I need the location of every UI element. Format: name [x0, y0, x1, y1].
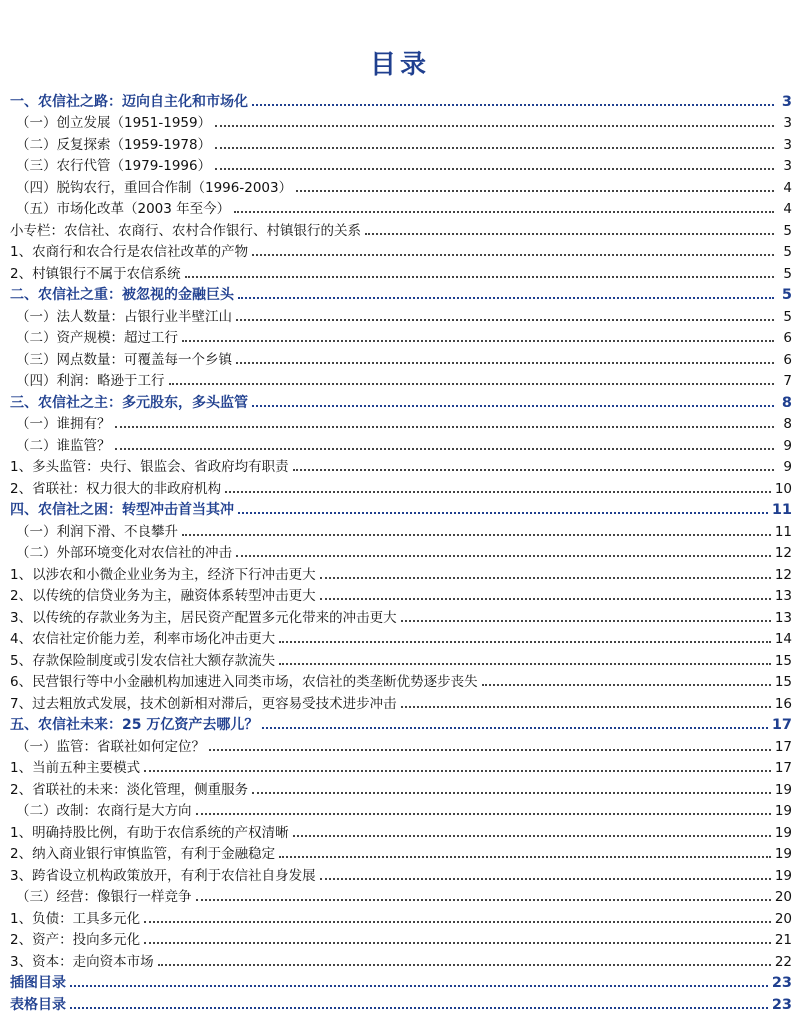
toc-page-number: 20: [774, 889, 792, 905]
dot-leader: [401, 620, 771, 622]
toc-page-number: 12: [774, 545, 792, 561]
dot-leader: [215, 125, 774, 127]
toc-page-number: 19: [774, 846, 792, 862]
toc-heading[interactable]: [10, 971, 792, 993]
toc-entry-text: 表格目录: [10, 996, 66, 1013]
toc-page-number: 4: [783, 179, 792, 196]
dot-leader: [279, 856, 771, 858]
toc-entry-text: 四、农信社之困：转型冲击首当其冲: [10, 502, 234, 518]
toc-entry[interactable]: [10, 799, 792, 821]
toc-page-number: 9: [783, 437, 792, 454]
toc-entry[interactable]: [10, 928, 792, 950]
toc-page-number: 10: [774, 480, 792, 497]
toc-entry-text: 3、以传统的存款业务为主，居民资产配置多元化带来的冲击更大: [10, 609, 397, 626]
toc-page-number: 23: [771, 996, 792, 1013]
dot-leader: [320, 878, 771, 880]
toc-entry[interactable]: [10, 605, 792, 627]
dot-leader: [182, 534, 771, 536]
toc-entry-text: 3、跨省设立机构政策放开，有利于农信社自身发展: [10, 867, 316, 884]
toc-page-number: 3: [783, 115, 792, 131]
dot-leader: [236, 319, 774, 321]
dot-leader: [252, 405, 774, 407]
toc-page-number: 3: [781, 93, 792, 110]
toc-page-number: 3: [783, 158, 792, 174]
toc-entry-text: 1、负债：工具多元化: [10, 910, 141, 927]
toc-page-number: 5: [783, 308, 792, 325]
toc-entry-text: 1、以涉农和小微企业业务为主，经济下行冲击更大: [10, 566, 316, 583]
toc-heading[interactable]: [10, 89, 792, 111]
toc-entry-text: 2、省联社的未来：淡化管理，侧重服务: [10, 781, 249, 798]
toc-entry-text: 2、以传统的信贷业务为主，融资体系转型冲击更大: [10, 588, 316, 604]
toc-entry-text: 1、明确持股比例，有助于农信系统的产权清晰: [10, 824, 289, 841]
toc-entry-text: 1、多头监管：央行、银监会、省政府均有职责: [10, 459, 289, 475]
dot-leader: [238, 512, 768, 514]
toc-entry[interactable]: [10, 240, 792, 262]
dot-leader: [115, 448, 775, 450]
toc-heading[interactable]: [10, 498, 792, 520]
dot-leader: [236, 555, 771, 557]
toc-page-number: 5: [781, 287, 792, 303]
toc-entry-text: 2、村镇银行不属于农信系统: [10, 265, 181, 282]
toc-entry-text: （二）反复探索（1959-1978）: [16, 136, 212, 153]
toc-entry[interactable]: [10, 197, 792, 219]
toc-entry[interactable]: [10, 261, 792, 283]
toc-entry-text: 一、农信社之路：迈向自主化和市场化: [10, 93, 248, 110]
toc-page-number: 8: [781, 394, 792, 411]
toc-page-number: 5: [783, 222, 792, 239]
toc-entry-text: 4、农信社定价能力差，利率市场化冲击更大: [10, 631, 276, 647]
toc-entry-text: （一）法人数量：占银行业半壁江山: [16, 308, 232, 325]
toc-entry-text: （一）监管：省联社如何定位？: [16, 738, 205, 755]
dot-leader: [182, 340, 774, 342]
toc-entry-text: （二）谁监管？: [16, 437, 111, 454]
toc-entry-text: 2、纳入商业银行审慎监管，有利于金融稳定: [10, 846, 276, 862]
toc-entry-text: 5、存款保险制度或引发农信社大额存款流失: [10, 652, 276, 669]
toc-page-number: 19: [774, 824, 792, 841]
toc-entry[interactable]: [10, 154, 792, 176]
toc-entry[interactable]: [10, 132, 792, 154]
toc-entry[interactable]: [10, 670, 792, 692]
toc-entry-text: 3、资本：走向资本市场: [10, 953, 154, 970]
toc-page-number: 19: [774, 867, 792, 884]
toc-page-number: 3: [783, 136, 792, 153]
dot-leader: [320, 598, 771, 600]
dot-leader: [238, 297, 774, 299]
toc-page-number: 7: [783, 373, 792, 389]
toc-page-number: 15: [774, 674, 792, 690]
dot-leader: [209, 749, 771, 751]
dot-leader: [144, 770, 771, 772]
toc-entry-text: （二）资产规模：超过工行: [16, 330, 178, 346]
toc-page-number: 15: [774, 652, 792, 669]
dot-leader: [279, 663, 771, 665]
toc-entry-text: 三、农信社之主：多元股东，多头监管: [10, 394, 248, 411]
toc-entry[interactable]: [10, 777, 792, 799]
toc-page-number: 9: [783, 459, 792, 475]
toc-page-number: 11: [774, 523, 792, 540]
dot-leader: [115, 426, 775, 428]
toc-entry-text: 6、民营银行等中小金融机构加速进入同类市场，农信社的类垄断优势逐步丧失: [10, 674, 478, 690]
toc-page-number: 21: [774, 932, 792, 948]
dot-leader: [401, 706, 771, 708]
toc-entry[interactable]: [10, 863, 792, 885]
page-title: 目录: [369, 50, 430, 80]
toc-page-number: 17: [774, 738, 792, 755]
toc-entry[interactable]: [10, 412, 792, 434]
dot-leader: [293, 835, 771, 837]
toc-page-number: 17: [771, 717, 792, 733]
toc-page-number: 8: [783, 416, 792, 432]
toc-entry-text: 二、农信社之重：被忽视的金融巨头: [10, 287, 234, 303]
toc-entry[interactable]: [10, 347, 792, 369]
toc-entry[interactable]: [10, 541, 792, 563]
dot-leader: [234, 211, 774, 213]
toc-page-number: 11: [771, 502, 792, 518]
toc-heading[interactable]: [10, 992, 792, 1014]
toc-page-number: 17: [774, 760, 792, 776]
toc-entry[interactable]: [10, 519, 792, 541]
toc-page-number: 6: [783, 351, 792, 368]
toc-entry[interactable]: [10, 218, 792, 240]
toc-entry[interactable]: [10, 562, 792, 584]
toc-heading[interactable]: [10, 283, 792, 305]
toc-page-number: 13: [774, 588, 792, 604]
dot-leader: [158, 964, 771, 966]
toc-page-number: 23: [771, 975, 792, 991]
dot-leader: [262, 727, 767, 729]
toc-entry[interactable]: [10, 111, 792, 133]
dot-leader: [225, 491, 771, 493]
dot-leader: [296, 190, 774, 192]
dot-leader: [70, 985, 768, 987]
dot-leader: [279, 641, 771, 643]
toc-heading[interactable]: [10, 713, 792, 735]
toc-entry-text: （二）外部环境变化对农信社的冲击: [16, 545, 232, 561]
toc-entry[interactable]: [10, 476, 792, 498]
dot-leader: [70, 1007, 768, 1009]
toc-entry[interactable]: [10, 369, 792, 391]
dot-leader: [196, 813, 771, 815]
dot-leader: [196, 899, 771, 901]
toc-entry[interactable]: [10, 326, 792, 348]
dot-leader: [482, 684, 771, 686]
toc-page-number: 4: [783, 201, 792, 217]
dot-leader: [215, 168, 774, 170]
toc-page-number: 12: [774, 566, 792, 583]
toc-entry-text: （一）谁拥有？: [16, 416, 111, 432]
toc-entry-text: 插图目录: [10, 975, 66, 991]
toc-entry-text: （一）创立发展（1951-1959）: [16, 115, 212, 131]
dot-leader: [144, 921, 771, 923]
toc-page-number: 19: [774, 803, 792, 819]
toc-entry-text: 7、过去粗放式发展，技术创新相对滞后，更容易受技术进步冲击: [10, 695, 397, 712]
toc-entry-text: （五）市场化改革（2003 年至今）: [16, 201, 231, 217]
toc-entry[interactable]: [10, 885, 792, 907]
toc-page-number: 5: [783, 265, 792, 282]
toc-entry[interactable]: [10, 734, 792, 756]
dot-leader: [169, 383, 775, 385]
toc-list: [10, 89, 792, 1014]
toc-heading[interactable]: [10, 390, 792, 412]
toc-entry[interactable]: [10, 949, 792, 971]
toc-entry[interactable]: [10, 648, 792, 670]
toc-entry-text: （二）改制：农商行是大方向: [16, 803, 192, 819]
toc-entry-text: 2、省联社：权力很大的非政府机构: [10, 480, 222, 497]
toc-entry[interactable]: [10, 842, 792, 864]
toc-entry[interactable]: [10, 304, 792, 326]
toc-page-number: 19: [774, 781, 792, 798]
toc-entry-text: （三）农行代管（1979-1996）: [16, 158, 212, 174]
toc-entry[interactable]: [10, 906, 792, 928]
dot-leader: [215, 147, 774, 149]
toc-entry[interactable]: [10, 584, 792, 606]
toc-entry[interactable]: [10, 433, 792, 455]
toc-entry-text: （四）利润：略逊于工行: [16, 373, 165, 389]
toc-page-number: 22: [774, 953, 792, 970]
toc-entry[interactable]: [10, 455, 792, 477]
toc-entry[interactable]: [10, 175, 792, 197]
toc-entry-text: （四）脱钩农行，重回合作制（1996-2003）: [16, 179, 293, 196]
toc-entry-text: 五、农信社未来：25 万亿资产去哪儿？: [10, 717, 259, 733]
toc-entry-text: （三）网点数量：可覆盖每一个乡镇: [16, 351, 232, 368]
dot-leader: [252, 792, 771, 794]
toc-entry-text: （一）利润下滑、不良攀升: [16, 523, 178, 540]
toc-entry[interactable]: [10, 691, 792, 713]
toc-page-number: 13: [774, 609, 792, 626]
toc-entry[interactable]: [10, 627, 792, 649]
toc-entry-text: 1、农商行和农合行是农信社改革的产物: [10, 244, 249, 260]
toc-entry[interactable]: [10, 756, 792, 778]
dot-leader: [293, 469, 774, 471]
dot-leader: [252, 254, 774, 256]
dot-leader: [144, 942, 771, 944]
toc-page-number: 6: [783, 330, 792, 346]
toc-page-number: 16: [774, 695, 792, 712]
toc-entry[interactable]: [10, 820, 792, 842]
toc-entry-text: （三）经营：像银行一样竞争: [16, 889, 192, 905]
dot-leader: [252, 104, 774, 106]
dot-leader: [365, 233, 774, 235]
dot-leader: [320, 577, 771, 579]
toc-page-number: 5: [783, 244, 792, 260]
toc-page-number: 14: [774, 631, 792, 647]
toc-page-number: 20: [774, 910, 792, 927]
dot-leader: [236, 362, 774, 364]
toc-entry-text: 2、资产：投向多元化: [10, 932, 141, 948]
dot-leader: [185, 276, 774, 278]
toc-entry-text: 小专栏：农信社、农商行、农村合作银行、村镇银行的关系: [10, 222, 361, 239]
toc-entry-text: 1、当前五种主要模式: [10, 760, 141, 776]
